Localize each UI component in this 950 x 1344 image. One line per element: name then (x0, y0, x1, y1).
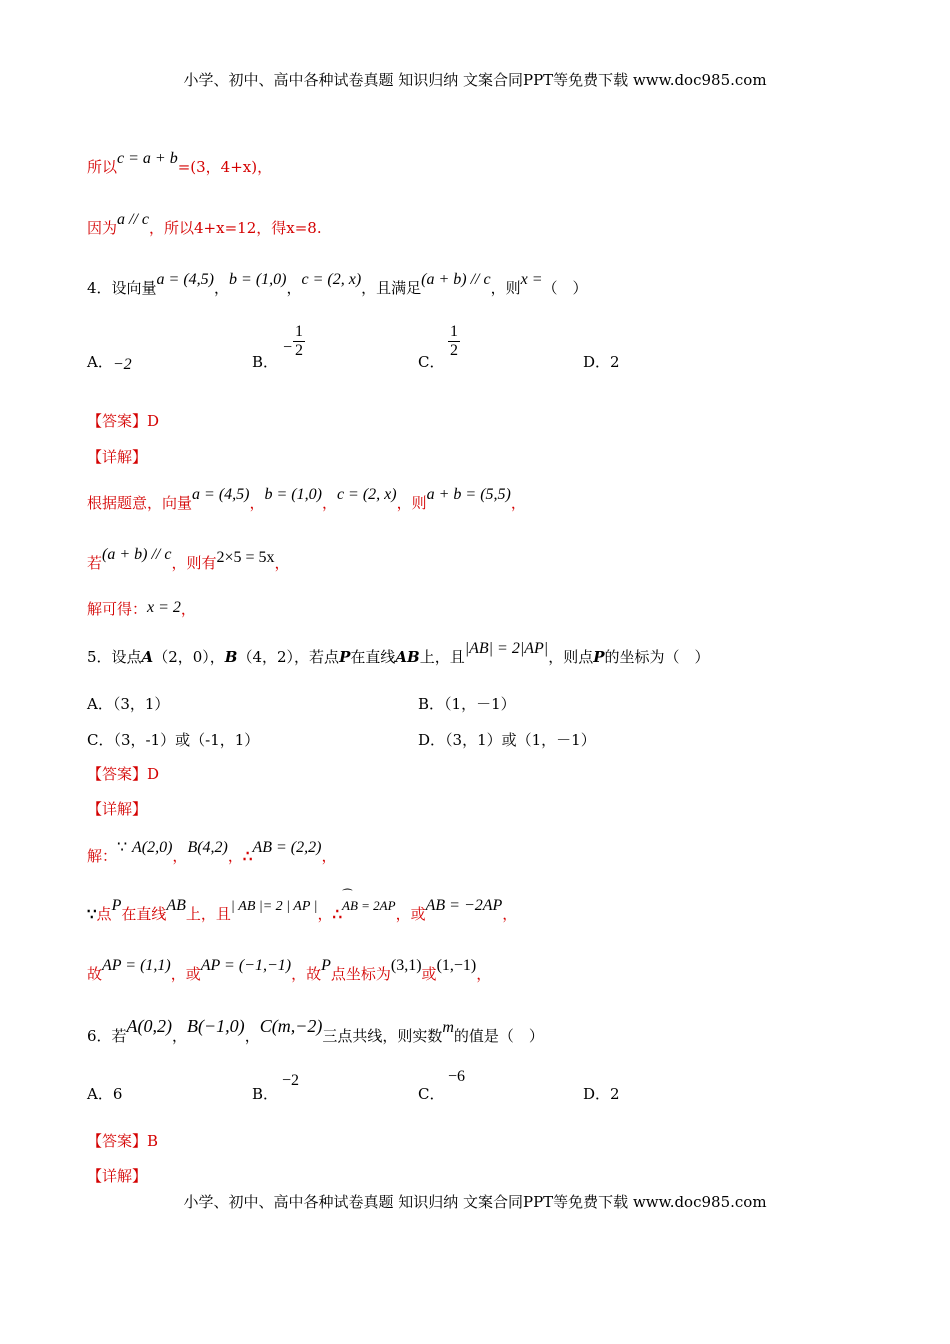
q5-option-c: C．（3，-1）或（-1，1） (87, 731, 260, 749)
page-header: 小学、初中、高中各种试卷真题 知识归纳 文案合同PPT等免费下载 www.doc985.com (183, 71, 767, 89)
text: ，且满足 (361, 279, 422, 297)
text: ，则 (490, 279, 521, 297)
text: 因为 (87, 219, 118, 237)
math-opt-a: −2 (112, 356, 132, 373)
text: 点坐标为 (330, 965, 391, 983)
text: 解： (87, 847, 118, 865)
math-a: a = (4,5) (192, 486, 250, 503)
text: 6．若 (87, 1027, 127, 1045)
q4-option-c-label: C． (418, 353, 445, 371)
text: 上，且 (185, 905, 231, 923)
q5-solution-line-2: ∵点P在直线AB上，且| AB |= 2 | AP |，∴⁀ AB = 2AP，或AB = −2AP， (87, 904, 517, 926)
q4-solution-line-3: 解可得：x = 2， (87, 599, 196, 618)
q6-answer: 【答案】B (87, 1132, 159, 1150)
q4-answer: 【答案】D (87, 412, 160, 430)
q4-option-c-fraction (448, 323, 460, 360)
math-c: c = (2, x) (336, 486, 397, 503)
point-b: B (224, 648, 238, 666)
math-cond: (a + b) // c (102, 546, 172, 563)
q4-option-a (87, 351, 132, 372)
math-m: m (442, 1019, 454, 1036)
q4-option-b-fraction (293, 323, 305, 360)
text: 在直线 (121, 905, 167, 923)
text: 点 (96, 905, 112, 923)
q6-option-c-label: C． (418, 1085, 445, 1103)
text: 或 (421, 965, 437, 983)
q4-option-b-sign: − (282, 339, 293, 356)
text: 所以 (87, 158, 118, 176)
math-vec-eq: ⁀ AB = 2AP (342, 898, 396, 913)
math-sum: a + b = (5,5) (426, 486, 511, 503)
math-ab: AB = (2,2) (252, 839, 322, 856)
text: （4，2），若点 (237, 648, 340, 666)
text: 2 (610, 353, 620, 371)
text: 的值是（ ） (453, 1027, 544, 1045)
q4-option-b-label: B． (252, 353, 279, 371)
text: ，则点 (548, 648, 594, 666)
point-a: A (141, 648, 154, 666)
math-point-1: (3,1) (390, 957, 422, 974)
text: 或 (410, 905, 426, 923)
question-4-stem: 4．设向量a = (4,5)，b = (1,0)，c = (2, x)，且满足(a + b) // c，则x =（ ） (87, 271, 588, 297)
q5-answer: 【答案】D (87, 765, 160, 783)
math-eq: 2×5 = 5x (216, 549, 275, 566)
text: 在直线 (350, 648, 396, 666)
q4-detail-heading: 【详解】 (87, 448, 148, 466)
text: 5．设点 (87, 648, 142, 666)
text: =(3，4+x)， (177, 158, 273, 176)
q6-option-a: A．6 (87, 1085, 123, 1103)
text: 上，且 (419, 648, 465, 666)
prev-solution-line-1 (87, 150, 273, 178)
math-c-eq: c = a + b (117, 150, 178, 167)
math-point-2: (1,−1) (436, 957, 477, 974)
text: 若 (87, 554, 103, 572)
math-x-eq: x = 2 (147, 599, 181, 616)
text: ，则 (396, 494, 427, 512)
denominator: 2 (450, 342, 458, 359)
math-b: b = (1,0) (229, 271, 287, 288)
text: 故 (87, 965, 103, 983)
q6-option-c: −6 (448, 1068, 466, 1085)
because-symbol: ∵ (117, 839, 128, 856)
question-5-stem (87, 640, 710, 668)
math-cond: | AB |= 2 | AP | (230, 899, 318, 914)
prev-solution-line-2 (87, 211, 322, 239)
point-p: P (321, 957, 331, 974)
text: （2，0）， (153, 648, 225, 666)
q5-solution-line-3: 故AP = (1,1)，或AP = (−1,−1)，故P点坐标为(3,1)或(1,−1)， (87, 957, 492, 983)
math-vec-neg: AB = −2AP (425, 897, 503, 914)
numerator: 1 (295, 323, 303, 340)
denominator: 2 (295, 342, 303, 359)
text: ，故 (291, 965, 322, 983)
therefore-symbol: ∴ (242, 847, 253, 865)
text: A． (87, 353, 113, 371)
text: D． (583, 353, 611, 371)
therefore-symbol: ∴ (332, 905, 343, 923)
point-p: P (111, 897, 122, 914)
text: 或 (185, 965, 201, 983)
math-parallel: a // c (117, 211, 150, 228)
q4-option-d (583, 351, 620, 372)
line-ab: AB (395, 648, 420, 666)
text: 根据题意，向量 (87, 494, 193, 512)
text: ，则有 (171, 554, 217, 572)
text: 三点共线，则实数 (322, 1027, 443, 1045)
q6-option-b-label: B． (252, 1085, 279, 1103)
question-6-stem: 6．若A(0,2)，B(−1,0)，C(m,−2)三点共线，则实数m的值是（ ） (87, 1016, 544, 1045)
math-b: b = (1,0) (264, 486, 322, 503)
q6-option-d: D．2 (583, 1085, 620, 1103)
q4-solution-line-2: 若(a + b) // c，则有2×5 = 5x， (87, 546, 290, 572)
text: 解可得： (87, 600, 148, 618)
math-cond: (a + b) // c (421, 271, 491, 288)
math-x: x = (520, 271, 543, 288)
page-footer: 小学、初中、高中各种试卷真题 知识归纳 文案合同PPT等免费下载 www.doc985.com (183, 1193, 767, 1211)
math-c: C(m,−2) (259, 1016, 323, 1036)
math-a: a = (4,5) (156, 271, 214, 288)
line-ab: AB (166, 897, 186, 914)
math-ap-2: AP = (−1,−1) (200, 957, 292, 974)
math-c: c = (2, x) (301, 271, 362, 288)
math-b: B(4,2) (187, 839, 228, 856)
q6-detail-heading: 【详解】 (87, 1167, 148, 1185)
text: ，所以4+x=12，得x=8. (149, 219, 322, 237)
q5-option-a: A．（3，1） (87, 695, 170, 713)
point-p: P (593, 648, 605, 666)
point-p: P (339, 648, 351, 666)
text: 的坐标为（ ） (604, 648, 710, 666)
because-symbol: ∵ (87, 905, 97, 923)
q5-solution-line-1: 解：∵ A(2,0)，B(4,2)，∴AB = (2,2)， (87, 839, 337, 865)
math-cond: |AB| = 2|AP| (464, 640, 549, 657)
math-a: A(0,2) (126, 1016, 173, 1036)
q5-detail-heading: 【详解】 (87, 800, 148, 818)
q5-option-b: B．（1，－1） (418, 695, 516, 713)
numerator: 1 (450, 323, 458, 340)
q5-option-d: D．（3，1）或（1，－1） (418, 731, 596, 749)
q4-solution-line-1: 根据题意，向量a = (4,5)，b = (1,0)，c = (2, x)，则a + b = (5,5)， (87, 486, 526, 512)
math-a: A(2,0) (131, 839, 173, 856)
math-b: B(−1,0) (187, 1016, 245, 1036)
q6-option-b: −2 (282, 1072, 300, 1089)
math-ap-1: AP = (1,1) (102, 957, 171, 974)
text: （ ） (542, 279, 588, 297)
text: 4．设向量 (87, 279, 157, 297)
